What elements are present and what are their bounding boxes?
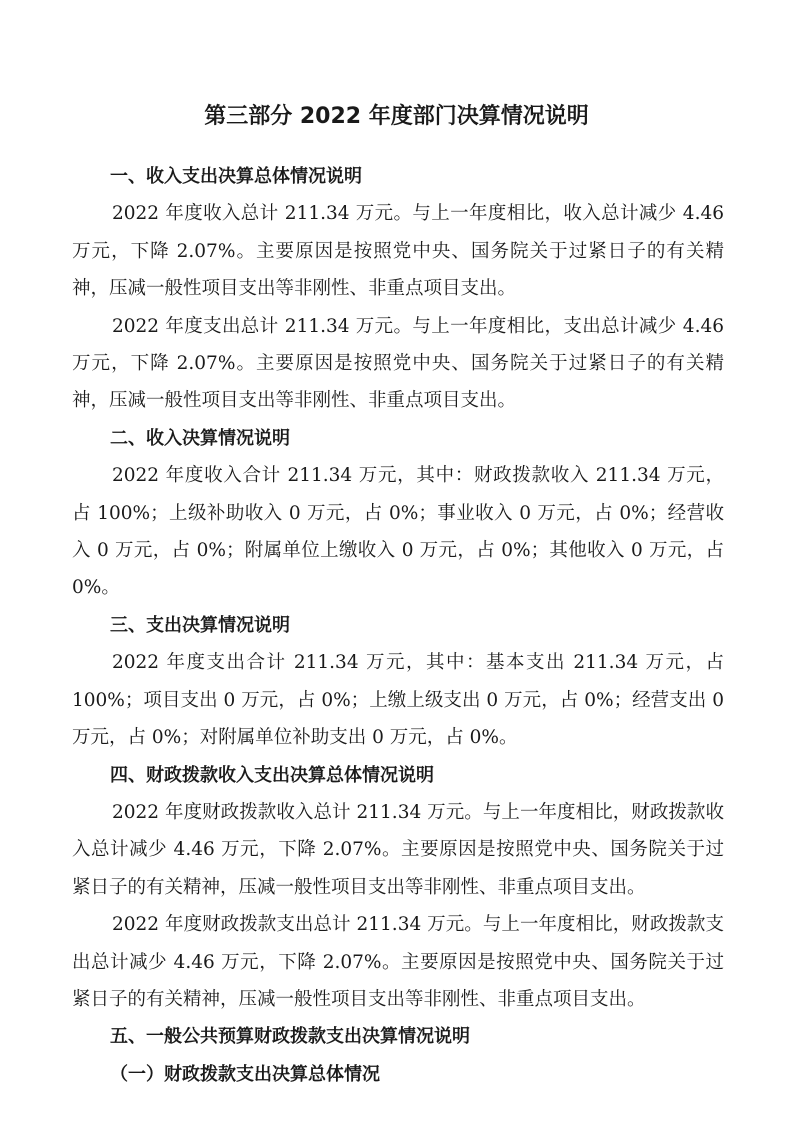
section-2	[72, 420, 724, 607]
section-1	[72, 158, 724, 420]
section-heading: 一、收入支出决算总体情况说明	[110, 166, 362, 187]
body-paragraph: 2022 年度支出合计 211.34 万元，其中：基本支出 211.34 万元，占 100%；项目支出 0 万元，占 0%；上缴上级支出 0 万元，占 0%；经营支出 0 万元，占 0%；对附属单位补助支出 0 万元，占 0%。	[72, 652, 724, 749]
section-heading: 四、财政拨款收入支出决算总体情况说明	[110, 764, 434, 786]
document-body	[72, 158, 724, 1093]
section-4	[72, 757, 724, 1019]
section-3	[72, 607, 724, 757]
body-paragraph: 2022 年度收入总计 211.34 万元。与上一年度相比，收入总计减少 4.46 万元，下降 2.07%。主要原因是按照党中央、国务院关于过紧日子的有关精神，压减一般性项目支出等非刚性、非重点项目支出。	[72, 203, 724, 300]
body-paragraph: 2022 年度财政拨款收入总计 211.34 万元。与上一年度相比，财政拨款收入总计减少 4.46 万元，下降 2.07%。主要原因是按照党中央、国务院关于过紧日子的有关精神，压减一般性项目支出等非刚性、非重点项目支出。	[72, 801, 724, 898]
section-heading: 二、收入决算情况说明	[110, 427, 290, 449]
body-paragraph: 2022 年度财政拨款支出总计 211.34 万元。与上一年度相比，财政拨款支出总计减少 4.46 万元，下降 2.07%。主要原因是按照党中央、国务院关于过紧日子的有关精神，压减一般性项目支出等非刚性、非重点项目支出。	[72, 914, 724, 1010]
section-heading: 五、一般公共预算财政拨款支出决算情况说明	[110, 1026, 470, 1048]
body-paragraph: 2022 年度收入合计 211.34 万元，其中：财政拨款收入 211.34 万元，占 100%；上级补助收入 0 万元，占 0%；事业收入 0 万元，占 0%；经营收入 0 万元，占 0%；附属单位上缴收入 0 万元，占 0%；其他收入 0 万元，占 0%。	[72, 465, 724, 599]
page-title: 第三部分 2022 年度部门决算情况说明	[204, 104, 589, 129]
section-heading: 三、支出决算情况说明	[110, 614, 290, 636]
section-5	[72, 1018, 724, 1093]
subsection-heading: （一）财政拨款支出决算总体情况	[110, 1063, 380, 1085]
body-paragraph: 2022 年度支出总计 211.34 万元。与上一年度相比，支出总计减少 4.46 万元，下降 2.07%。主要原因是按照党中央、国务院关于过紧日子的有关精神，压减一般性项目支出等非刚性、非重点项目支出。	[72, 315, 724, 412]
